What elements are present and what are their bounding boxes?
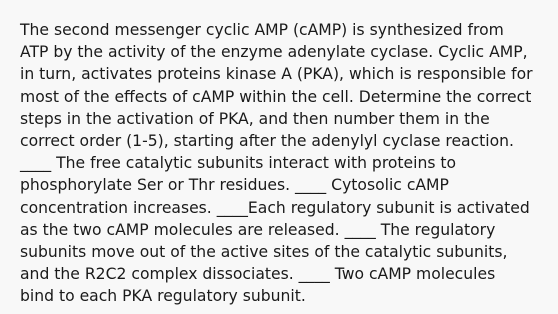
question-text: The second messenger cyclic AMP (cAMP) is synthesized from ATP by the activity of the enzyme adenylate cyclase. Cyclic AMP, in turn, activates proteins kinase A (PKA), which is responsible for most of the effects of cAMP within the cell. Determine the correct steps in the activation of PKA, and then number them in the correct order (1-5), starting after the adenylyl cyclase reaction. ____ The free catalytic subunits interact with proteins to phosphorylate Ser or Thr residues. ____ Cytosolic cAMP concentration increases. ____Each regulatory subunit is activated as the two cAMP molecules are released. ____ The regulatory subunits move out of the active sites of the catalytic subunits, and the R2C2 complex dissociates. ____ Two cAMP molecules bind to each PKA regulatory subunit.: [20, 21, 533, 306]
